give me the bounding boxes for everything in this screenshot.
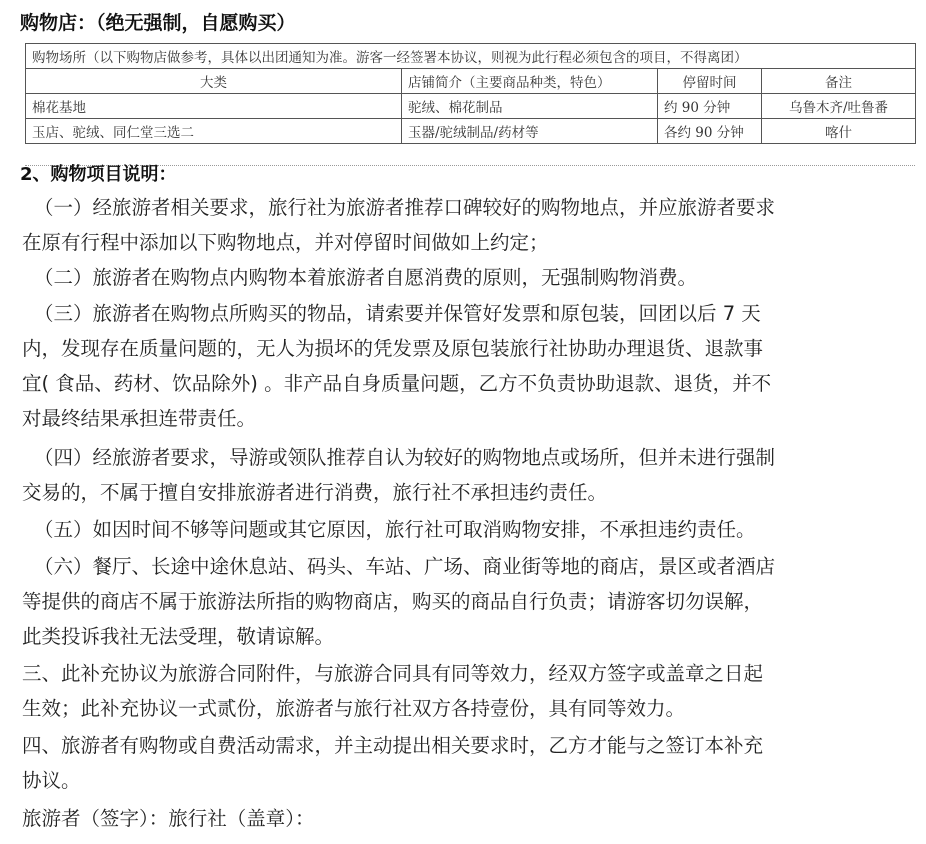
paragraph-line: （一）经旅游者相关要求，旅行社为旅游者推荐口碑较好的购物地点，并应旅游者要求 [34, 196, 776, 219]
cell-remark: 喀什 [762, 119, 916, 144]
shopping-table [25, 43, 916, 144]
header-category: 大类 [26, 69, 402, 94]
paragraph-line: 协议。 [22, 769, 81, 792]
paragraph-6 [22, 549, 922, 654]
paragraph-line: 在原有行程中添加以下购物地点，并对停留时间做如上约定； [22, 231, 549, 254]
paragraph-line: 宜( 食品、药材、饮品除外) 。非产品自身质量问题，乙方不负责协助退款、退货，并不 [22, 372, 772, 395]
header-description: 店铺简介（主要商品种类，特色） [402, 69, 658, 94]
paragraph-8 [22, 728, 922, 798]
table-row [26, 119, 916, 144]
paragraph-line: 等提供的商店不属于旅游法所指的购物商店，购买的商品自行负责；请游客切勿误解， [22, 590, 764, 613]
table-row [26, 94, 916, 119]
cell-description: 玉器/驼绒制品/药材等 [402, 119, 658, 144]
signature-line [22, 801, 922, 836]
paragraph-line: （六）餐厅、长途中途休息站、码头、车站、广场、商业街等地的商店，景区或者酒店 [34, 555, 776, 578]
paragraph-line: 此类投诉我社无法受理，敬请谅解。 [22, 625, 335, 648]
header-remark: 备注 [762, 69, 916, 94]
table-notice: 购物场所（以下购物店做参考，具体以出团通知为准。游客一经签署本协议，则视为此行程必须包含的项目，不得离团） [26, 44, 916, 69]
paragraph-line: 四、旅游者有购物或自费活动需求，并主动提出相关要求时，乙方才能与之签订本补充 [22, 734, 764, 757]
paragraph-line: （五）如因时间不够等问题或其它原因，旅行社可取消购物安排，不承担违约责任。 [34, 518, 756, 541]
paragraph-3 [22, 296, 922, 436]
signature-text: 旅游者（签字）：旅行社（盖章）： [22, 807, 315, 830]
paragraph-line: 三、此补充协议为旅游合同附件，与旅游合同具有同等效力，经双方签字或盖章之日起 [22, 662, 764, 685]
cell-description: 驼绒、棉花制品 [402, 94, 658, 119]
cell-category: 棉花基地 [26, 94, 402, 119]
paragraph-line: （四）经旅游者要求，导游或领队推荐自认为较好的购物地点或场所，但并未进行强制 [34, 446, 776, 469]
paragraph-line: （二）旅游者在购物点内购物本着旅游者自愿消费的原则，无强制购物消费。 [34, 266, 698, 289]
paragraph-line: 对最终结果承担连带责任。 [22, 407, 257, 430]
cell-duration: 约 90 分钟 [658, 94, 762, 119]
page-heading: 购物店：（绝无强制，自愿购买） [20, 12, 296, 34]
paragraph-4 [22, 440, 922, 510]
paragraph-1 [22, 190, 922, 260]
cell-duration: 各约 90 分钟 [658, 119, 762, 144]
shopping-table-wrapper [25, 43, 915, 144]
paragraph-2 [22, 260, 922, 295]
paragraph-line: 交易的，不属于擅自安排旅游者进行消费，旅行社不承担违约责任。 [22, 481, 608, 504]
paragraph-line: 内，发现存在质量问题的，无人为损坏的凭发票及原包装旅行社协助办理退货、退款事 [22, 337, 764, 360]
paragraph-7 [22, 656, 922, 726]
header-duration: 停留时间 [658, 69, 762, 94]
section-2-title: 2、购物项目说明： [20, 164, 177, 185]
paragraph-line: （三）旅游者在购物点所购买的物品，请索要并保管好发票和原包装，回团以后 7 天 [34, 302, 761, 325]
paragraph-line: 生效；此补充协议一式贰份，旅游者与旅行社双方各持壹份，具有同等效力。 [22, 697, 686, 720]
paragraph-5 [22, 512, 922, 547]
cell-category: 玉店、驼绒、同仁堂三选二 [26, 119, 402, 144]
cell-remark: 乌鲁木齐/吐鲁番 [762, 94, 916, 119]
